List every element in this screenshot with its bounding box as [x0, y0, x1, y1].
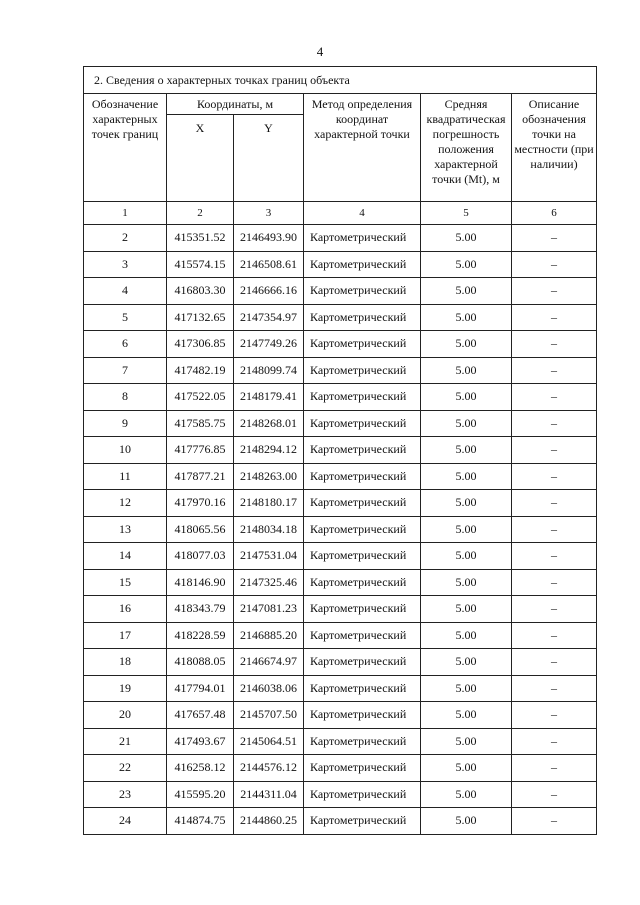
method-cell: Картометрический	[304, 278, 421, 305]
description-cell: –	[512, 357, 597, 384]
header-method: Метод определения координат характерной точки	[304, 94, 421, 202]
description-cell: –	[512, 437, 597, 464]
description-cell: –	[512, 384, 597, 411]
method-cell: Картометрический	[304, 622, 421, 649]
table-row	[84, 569, 597, 596]
method-cell: Картометрический	[304, 702, 421, 729]
description-cell: –	[512, 410, 597, 437]
x-coordinate-cell: 417657.48	[167, 702, 234, 729]
x-coordinate-cell: 417132.65	[167, 304, 234, 331]
y-coordinate-cell: 2145707.50	[234, 702, 304, 729]
section-title-row	[84, 67, 597, 94]
error-cell: 5.00	[421, 675, 512, 702]
header-y: Y	[234, 115, 304, 202]
point-number-cell: 24	[84, 808, 167, 835]
description-cell: –	[512, 251, 597, 278]
method-cell: Картометрический	[304, 781, 421, 808]
method-cell: Картометрический	[304, 304, 421, 331]
method-cell: Картометрический	[304, 649, 421, 676]
description-cell: –	[512, 278, 597, 305]
table-row	[84, 755, 597, 782]
column-number: 3	[234, 202, 304, 225]
error-cell: 5.00	[421, 304, 512, 331]
error-cell: 5.00	[421, 649, 512, 676]
y-coordinate-cell: 2144311.04	[234, 781, 304, 808]
error-cell: 5.00	[421, 516, 512, 543]
y-coordinate-cell: 2146493.90	[234, 225, 304, 252]
y-coordinate-cell: 2146038.06	[234, 675, 304, 702]
table-row	[84, 278, 597, 305]
description-cell: –	[512, 569, 597, 596]
error-cell: 5.00	[421, 755, 512, 782]
point-number-cell: 3	[84, 251, 167, 278]
table-row	[84, 437, 597, 464]
error-cell: 5.00	[421, 728, 512, 755]
point-number-cell: 15	[84, 569, 167, 596]
x-coordinate-cell: 418065.56	[167, 516, 234, 543]
error-cell: 5.00	[421, 331, 512, 358]
section-title: 2. Сведения о характерных точках границ объекта	[84, 67, 597, 94]
point-number-cell: 21	[84, 728, 167, 755]
y-coordinate-cell: 2147749.26	[234, 331, 304, 358]
point-number-cell: 4	[84, 278, 167, 305]
point-number-cell: 14	[84, 543, 167, 570]
method-cell: Картометрический	[304, 516, 421, 543]
table-row	[84, 331, 597, 358]
method-cell: Картометрический	[304, 490, 421, 517]
method-cell: Картометрический	[304, 384, 421, 411]
description-cell: –	[512, 781, 597, 808]
point-number-cell: 11	[84, 463, 167, 490]
y-coordinate-cell: 2147354.97	[234, 304, 304, 331]
error-cell: 5.00	[421, 596, 512, 623]
error-cell: 5.00	[421, 622, 512, 649]
method-cell: Картометрический	[304, 225, 421, 252]
method-cell: Картометрический	[304, 675, 421, 702]
y-coordinate-cell: 2147325.46	[234, 569, 304, 596]
y-coordinate-cell: 2148034.18	[234, 516, 304, 543]
y-coordinate-cell: 2148179.41	[234, 384, 304, 411]
column-number: 2	[167, 202, 234, 225]
error-cell: 5.00	[421, 808, 512, 835]
header-coordinates: Координаты, м	[167, 94, 304, 115]
table-row	[84, 649, 597, 676]
point-number-cell: 23	[84, 781, 167, 808]
x-coordinate-cell: 415351.52	[167, 225, 234, 252]
header-row-1	[84, 94, 597, 115]
description-cell: –	[512, 543, 597, 570]
table-row	[84, 357, 597, 384]
table-row	[84, 410, 597, 437]
point-number-cell: 13	[84, 516, 167, 543]
method-cell: Картометрический	[304, 410, 421, 437]
description-cell: –	[512, 728, 597, 755]
table-row	[84, 304, 597, 331]
table-body	[84, 225, 597, 835]
table-row	[84, 225, 597, 252]
x-coordinate-cell: 417482.19	[167, 357, 234, 384]
description-cell: –	[512, 516, 597, 543]
method-cell: Картометрический	[304, 755, 421, 782]
point-number-cell: 10	[84, 437, 167, 464]
y-coordinate-cell: 2145064.51	[234, 728, 304, 755]
error-cell: 5.00	[421, 569, 512, 596]
x-coordinate-cell: 417877.21	[167, 463, 234, 490]
description-cell: –	[512, 304, 597, 331]
x-coordinate-cell: 417522.05	[167, 384, 234, 411]
error-cell: 5.00	[421, 225, 512, 252]
page-number: 4	[316, 44, 324, 59]
point-number-cell: 9	[84, 410, 167, 437]
description-cell: –	[512, 596, 597, 623]
y-coordinate-cell: 2144576.12	[234, 755, 304, 782]
point-number-cell: 19	[84, 675, 167, 702]
description-cell: –	[512, 463, 597, 490]
point-number-cell: 8	[84, 384, 167, 411]
x-coordinate-cell: 417970.16	[167, 490, 234, 517]
description-cell: –	[512, 490, 597, 517]
point-number-cell: 5	[84, 304, 167, 331]
error-cell: 5.00	[421, 251, 512, 278]
table-row	[84, 490, 597, 517]
error-cell: 5.00	[421, 384, 512, 411]
description-cell: –	[512, 675, 597, 702]
point-number-cell: 20	[84, 702, 167, 729]
x-coordinate-cell: 415595.20	[167, 781, 234, 808]
y-coordinate-cell: 2146666.16	[234, 278, 304, 305]
y-coordinate-cell: 2148263.00	[234, 463, 304, 490]
table-row	[84, 516, 597, 543]
point-number-cell: 12	[84, 490, 167, 517]
method-cell: Картометрический	[304, 543, 421, 570]
table-row	[84, 384, 597, 411]
description-cell: –	[512, 649, 597, 676]
point-number-cell: 7	[84, 357, 167, 384]
table-row	[84, 781, 597, 808]
description-cell: –	[512, 808, 597, 835]
y-coordinate-cell: 2147081.23	[234, 596, 304, 623]
error-cell: 5.00	[421, 463, 512, 490]
x-coordinate-cell: 414874.75	[167, 808, 234, 835]
column-number: 1	[84, 202, 167, 225]
x-coordinate-cell: 418343.79	[167, 596, 234, 623]
y-coordinate-cell: 2148294.12	[234, 437, 304, 464]
error-cell: 5.00	[421, 357, 512, 384]
y-coordinate-cell: 2148099.74	[234, 357, 304, 384]
description-cell: –	[512, 622, 597, 649]
method-cell: Картометрический	[304, 808, 421, 835]
table-row	[84, 702, 597, 729]
y-coordinate-cell: 2148180.17	[234, 490, 304, 517]
error-cell: 5.00	[421, 437, 512, 464]
x-coordinate-cell: 416258.12	[167, 755, 234, 782]
x-coordinate-cell: 417794.01	[167, 675, 234, 702]
table-row	[84, 463, 597, 490]
x-coordinate-cell: 417585.75	[167, 410, 234, 437]
x-coordinate-cell: 418146.90	[167, 569, 234, 596]
header-x: X	[167, 115, 234, 202]
column-number-row	[84, 202, 597, 225]
y-coordinate-cell: 2146508.61	[234, 251, 304, 278]
y-coordinate-cell: 2146674.97	[234, 649, 304, 676]
table-row	[84, 622, 597, 649]
method-cell: Картометрический	[304, 463, 421, 490]
error-cell: 5.00	[421, 702, 512, 729]
point-number-cell: 18	[84, 649, 167, 676]
point-number-cell: 6	[84, 331, 167, 358]
description-cell: –	[512, 225, 597, 252]
method-cell: Картометрический	[304, 728, 421, 755]
method-cell: Картометрический	[304, 331, 421, 358]
method-cell: Картометрический	[304, 357, 421, 384]
x-coordinate-cell: 417776.85	[167, 437, 234, 464]
description-cell: –	[512, 702, 597, 729]
y-coordinate-cell: 2148268.01	[234, 410, 304, 437]
x-coordinate-cell: 418077.03	[167, 543, 234, 570]
x-coordinate-cell: 418228.59	[167, 622, 234, 649]
error-cell: 5.00	[421, 781, 512, 808]
point-number-cell: 2	[84, 225, 167, 252]
error-cell: 5.00	[421, 410, 512, 437]
x-coordinate-cell: 416803.30	[167, 278, 234, 305]
point-number-cell: 16	[84, 596, 167, 623]
table-header	[84, 67, 597, 225]
y-coordinate-cell: 2146885.20	[234, 622, 304, 649]
error-cell: 5.00	[421, 490, 512, 517]
error-cell: 5.00	[421, 543, 512, 570]
x-coordinate-cell: 417493.67	[167, 728, 234, 755]
method-cell: Картометрический	[304, 569, 421, 596]
error-cell: 5.00	[421, 278, 512, 305]
x-coordinate-cell: 415574.15	[167, 251, 234, 278]
method-cell: Картометрический	[304, 437, 421, 464]
header-error: Средняя квадратическая погрешность положения характерной точки (Mt), м	[421, 94, 512, 202]
table-row	[84, 251, 597, 278]
column-number: 6	[512, 202, 597, 225]
point-number-cell: 17	[84, 622, 167, 649]
y-coordinate-cell: 2144860.25	[234, 808, 304, 835]
table-row	[84, 543, 597, 570]
header-description: Описание обозначения точки на местности (при наличии)	[512, 94, 597, 202]
method-cell: Картометрический	[304, 251, 421, 278]
y-coordinate-cell: 2147531.04	[234, 543, 304, 570]
point-number-cell: 22	[84, 755, 167, 782]
table-row	[84, 808, 597, 835]
x-coordinate-cell: 417306.85	[167, 331, 234, 358]
table-row	[84, 596, 597, 623]
x-coordinate-cell: 418088.05	[167, 649, 234, 676]
table-row	[84, 728, 597, 755]
column-number: 5	[421, 202, 512, 225]
boundary-points-table	[83, 66, 597, 835]
method-cell: Картометрический	[304, 596, 421, 623]
column-number: 4	[304, 202, 421, 225]
header-designation: Обозначение характерных точек границ	[84, 94, 167, 202]
description-cell: –	[512, 331, 597, 358]
description-cell: –	[512, 755, 597, 782]
table-row	[84, 675, 597, 702]
